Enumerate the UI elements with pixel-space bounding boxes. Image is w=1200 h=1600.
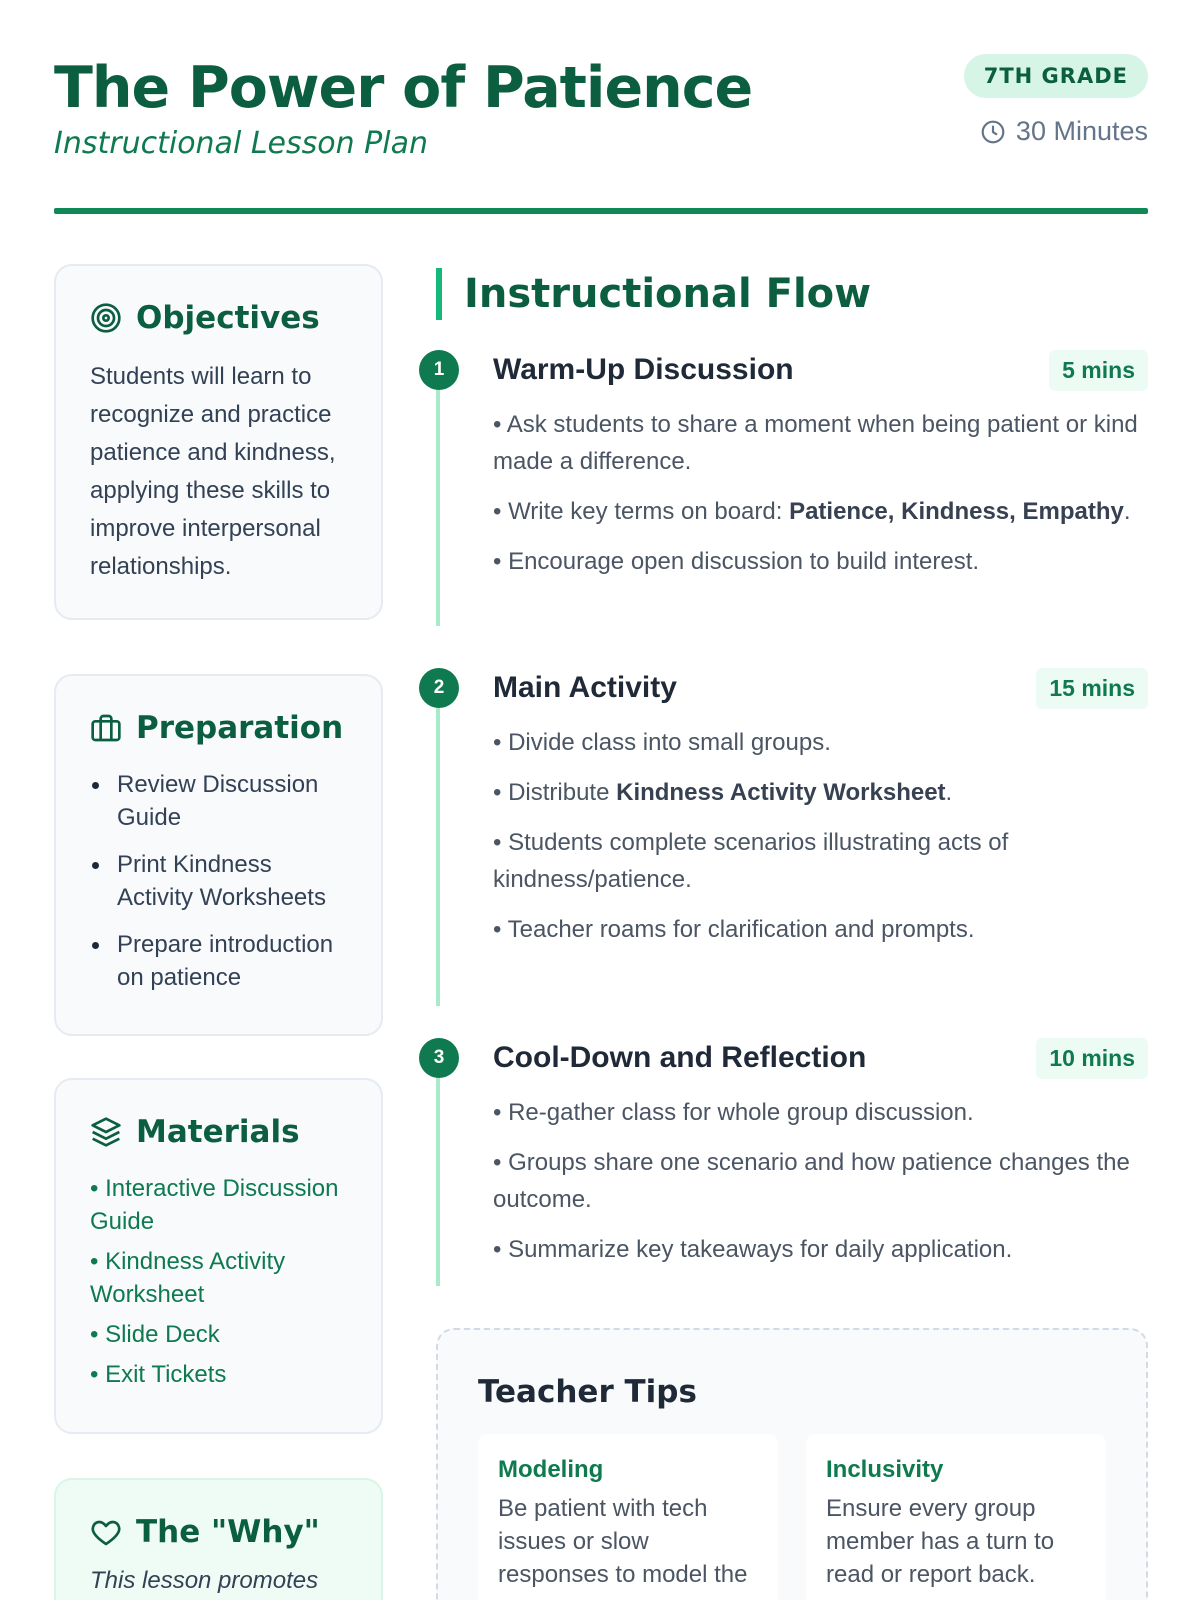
timeline-line — [436, 350, 440, 626]
timeline-line — [436, 668, 440, 1006]
list-item: • Kindness Activity Worksheet — [90, 1248, 286, 1308]
step-number: 2 — [419, 668, 459, 708]
tip-modeling — [478, 1434, 778, 1600]
step-number: 1 — [419, 350, 459, 390]
step-main-activity — [433, 668, 1148, 1008]
step-number: 3 — [419, 1038, 459, 1078]
key-terms: Patience, Kindness, Empathy — [789, 498, 1124, 525]
duration-badge: 5 mins — [1049, 350, 1148, 391]
preparation-list — [90, 768, 347, 994]
step-bullet: • Teacher roams for clarification and prompts. — [493, 916, 975, 943]
materials-title: Materials — [136, 1114, 300, 1150]
materials-list — [90, 1172, 347, 1391]
step-bullet: • Encourage open discussion to build interest. — [493, 548, 980, 575]
step-title: Warm-Up Discussion — [493, 353, 794, 386]
step-bullet: • Divide class into small groups. — [493, 729, 831, 756]
step-bullet: • Re-gather class for whole group discussion. — [493, 1099, 974, 1126]
tip-title: Inclusivity — [826, 1456, 944, 1483]
why-card — [54, 1478, 383, 1600]
step-warm-up — [433, 350, 1148, 630]
step-bullet: • Distribute Kindness Activity Worksheet. — [493, 779, 953, 806]
layers-icon — [90, 1116, 122, 1148]
flow-title: Instructional Flow — [436, 268, 1148, 320]
step-bullet: • Write key terms on board: Patience, Kindness, Empathy. — [493, 498, 1131, 525]
why-title: The "Why" — [136, 1514, 320, 1550]
target-icon — [90, 302, 122, 334]
step-bullet: • Ask students to share a moment when being patient or kind made a difference. — [493, 411, 1138, 475]
header-divider — [54, 208, 1148, 214]
step-bullet: • Groups share one scenario and how patience changes the outcome. — [493, 1149, 1130, 1213]
tip-inclusivity — [806, 1434, 1106, 1600]
why-text: This lesson promotes — [90, 1567, 319, 1594]
tip-text: Be patient with tech issues or slow responses to model the — [498, 1495, 748, 1588]
instructional-flow — [433, 268, 1148, 1263]
list-item: Print Kindness Activity Worksheets — [90, 848, 347, 914]
list-item: • Slide Deck — [90, 1321, 220, 1348]
grade-badge: 7TH GRADE — [964, 54, 1148, 98]
step-bullet: • Summarize key takeaways for daily application. — [493, 1236, 1013, 1263]
preparation-card — [54, 674, 383, 1036]
materials-card — [54, 1078, 383, 1434]
duration-badge: 10 mins — [1036, 1038, 1148, 1079]
list-item: Prepare introduction on patience — [90, 928, 347, 994]
tip-title: Modeling — [498, 1456, 604, 1483]
objectives-text: Students will learn to recognize and practice patience and kindness, applying these skills to improve interpersonal relationships. — [90, 363, 336, 580]
objectives-title: Objectives — [136, 300, 320, 336]
lesson-header — [54, 52, 1148, 161]
clock-icon — [980, 119, 1006, 145]
tip-text: Ensure every group member has a turn to read or report back. — [826, 1495, 1055, 1588]
page-title: The Power of Patience — [54, 55, 753, 121]
list-item: Review Discussion Guide — [90, 768, 347, 834]
duration-badge: 15 mins — [1036, 668, 1148, 709]
worksheet-name: Kindness Activity Worksheet — [616, 779, 946, 806]
step-title: Cool-Down and Reflection — [493, 1041, 867, 1074]
teacher-tips — [436, 1328, 1148, 1600]
briefcase-icon — [90, 712, 122, 744]
step-cool-down — [433, 1038, 1148, 1288]
duration — [980, 116, 1148, 147]
duration-text: 30 Minutes — [1015, 116, 1148, 146]
page-subtitle: Instructional Lesson Plan — [54, 126, 428, 161]
step-title: Main Activity — [493, 671, 677, 704]
tips-title: Teacher Tips — [478, 1374, 697, 1410]
heart-icon — [90, 1516, 122, 1548]
objectives-card — [54, 264, 383, 620]
list-item: • Exit Tickets — [90, 1361, 227, 1388]
list-item: • Interactive Discussion Guide — [90, 1175, 339, 1235]
step-bullet: • Students complete scenarios illustrating acts of kindness/patience. — [493, 829, 1009, 893]
preparation-title: Preparation — [136, 710, 344, 746]
